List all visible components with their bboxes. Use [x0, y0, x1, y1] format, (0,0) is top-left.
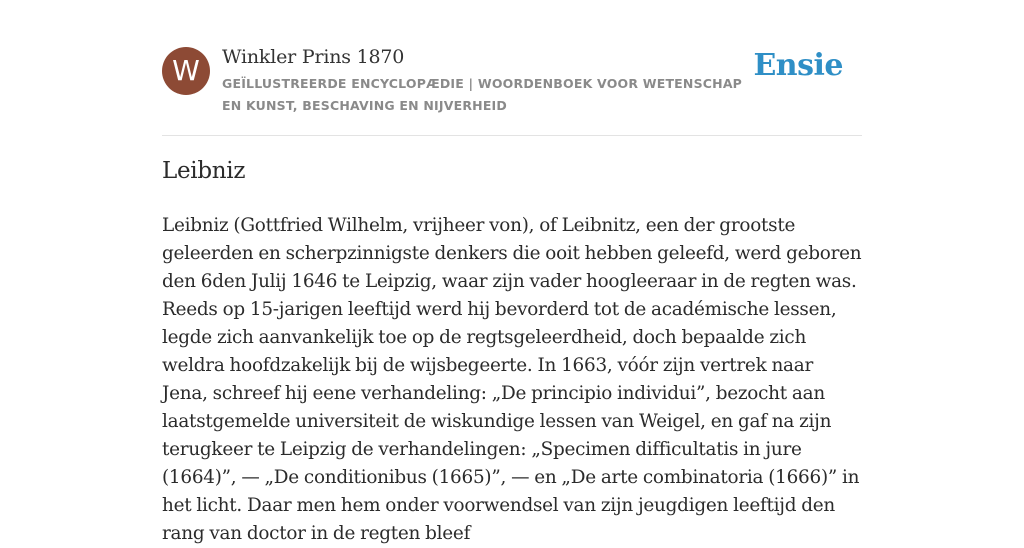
- source-title[interactable]: Winkler Prins 1870: [222, 46, 405, 68]
- header-divider: [162, 135, 862, 136]
- source-header: [162, 44, 862, 136]
- source-subtitle: GEÏLLUSTREERDE ENCYCLOPÆDIE | WOORDENBOEK VOOR WETENSCHAP EN KUNST, BESCHAVING EN NIJVERHEID: [222, 76, 743, 113]
- ensie-logo[interactable]: Ensie: [753, 48, 843, 83]
- entry-body: Leibniz (Gottfried Wilhelm, vrijheer von), of Leibnitz, een der grootste geleerden en scherpzinnigste denkers die ooit hebben geleefd, werd geboren den 6den Julij 1646 te Leipzig, waar zijn vader hoogleeraar in de regten was. Reeds op 15-jarigen leeftijd werd hij bevorderd tot de académische lessen, legde zich aanvankelijk toe op de regtsgeleerdheid, doch bepaalde zich weldra hoofdzakelijk bij de wijsbegeerte. In 1663, vóór zijn vertrek naar Jena, schreef hij eene verhandeling: „De principio individui”, bezocht aan laatstgemelde universiteit de wiskundige lessen van Weigel, en gaf na zijn terugkeer te Leipzig de verhandelingen: „Specimen difficultatis in jure (1664)”, — „De conditionibus (1665)”, — en „De arte combinatoria (1666)” in het licht. Daar men hem onder voorwendsel van zijn jeugdigen leeftijd den rang van doctor in de regten bleef: [162, 215, 862, 544]
- entry-title: Leibniz: [162, 158, 246, 184]
- source-avatar[interactable]: W: [162, 47, 210, 95]
